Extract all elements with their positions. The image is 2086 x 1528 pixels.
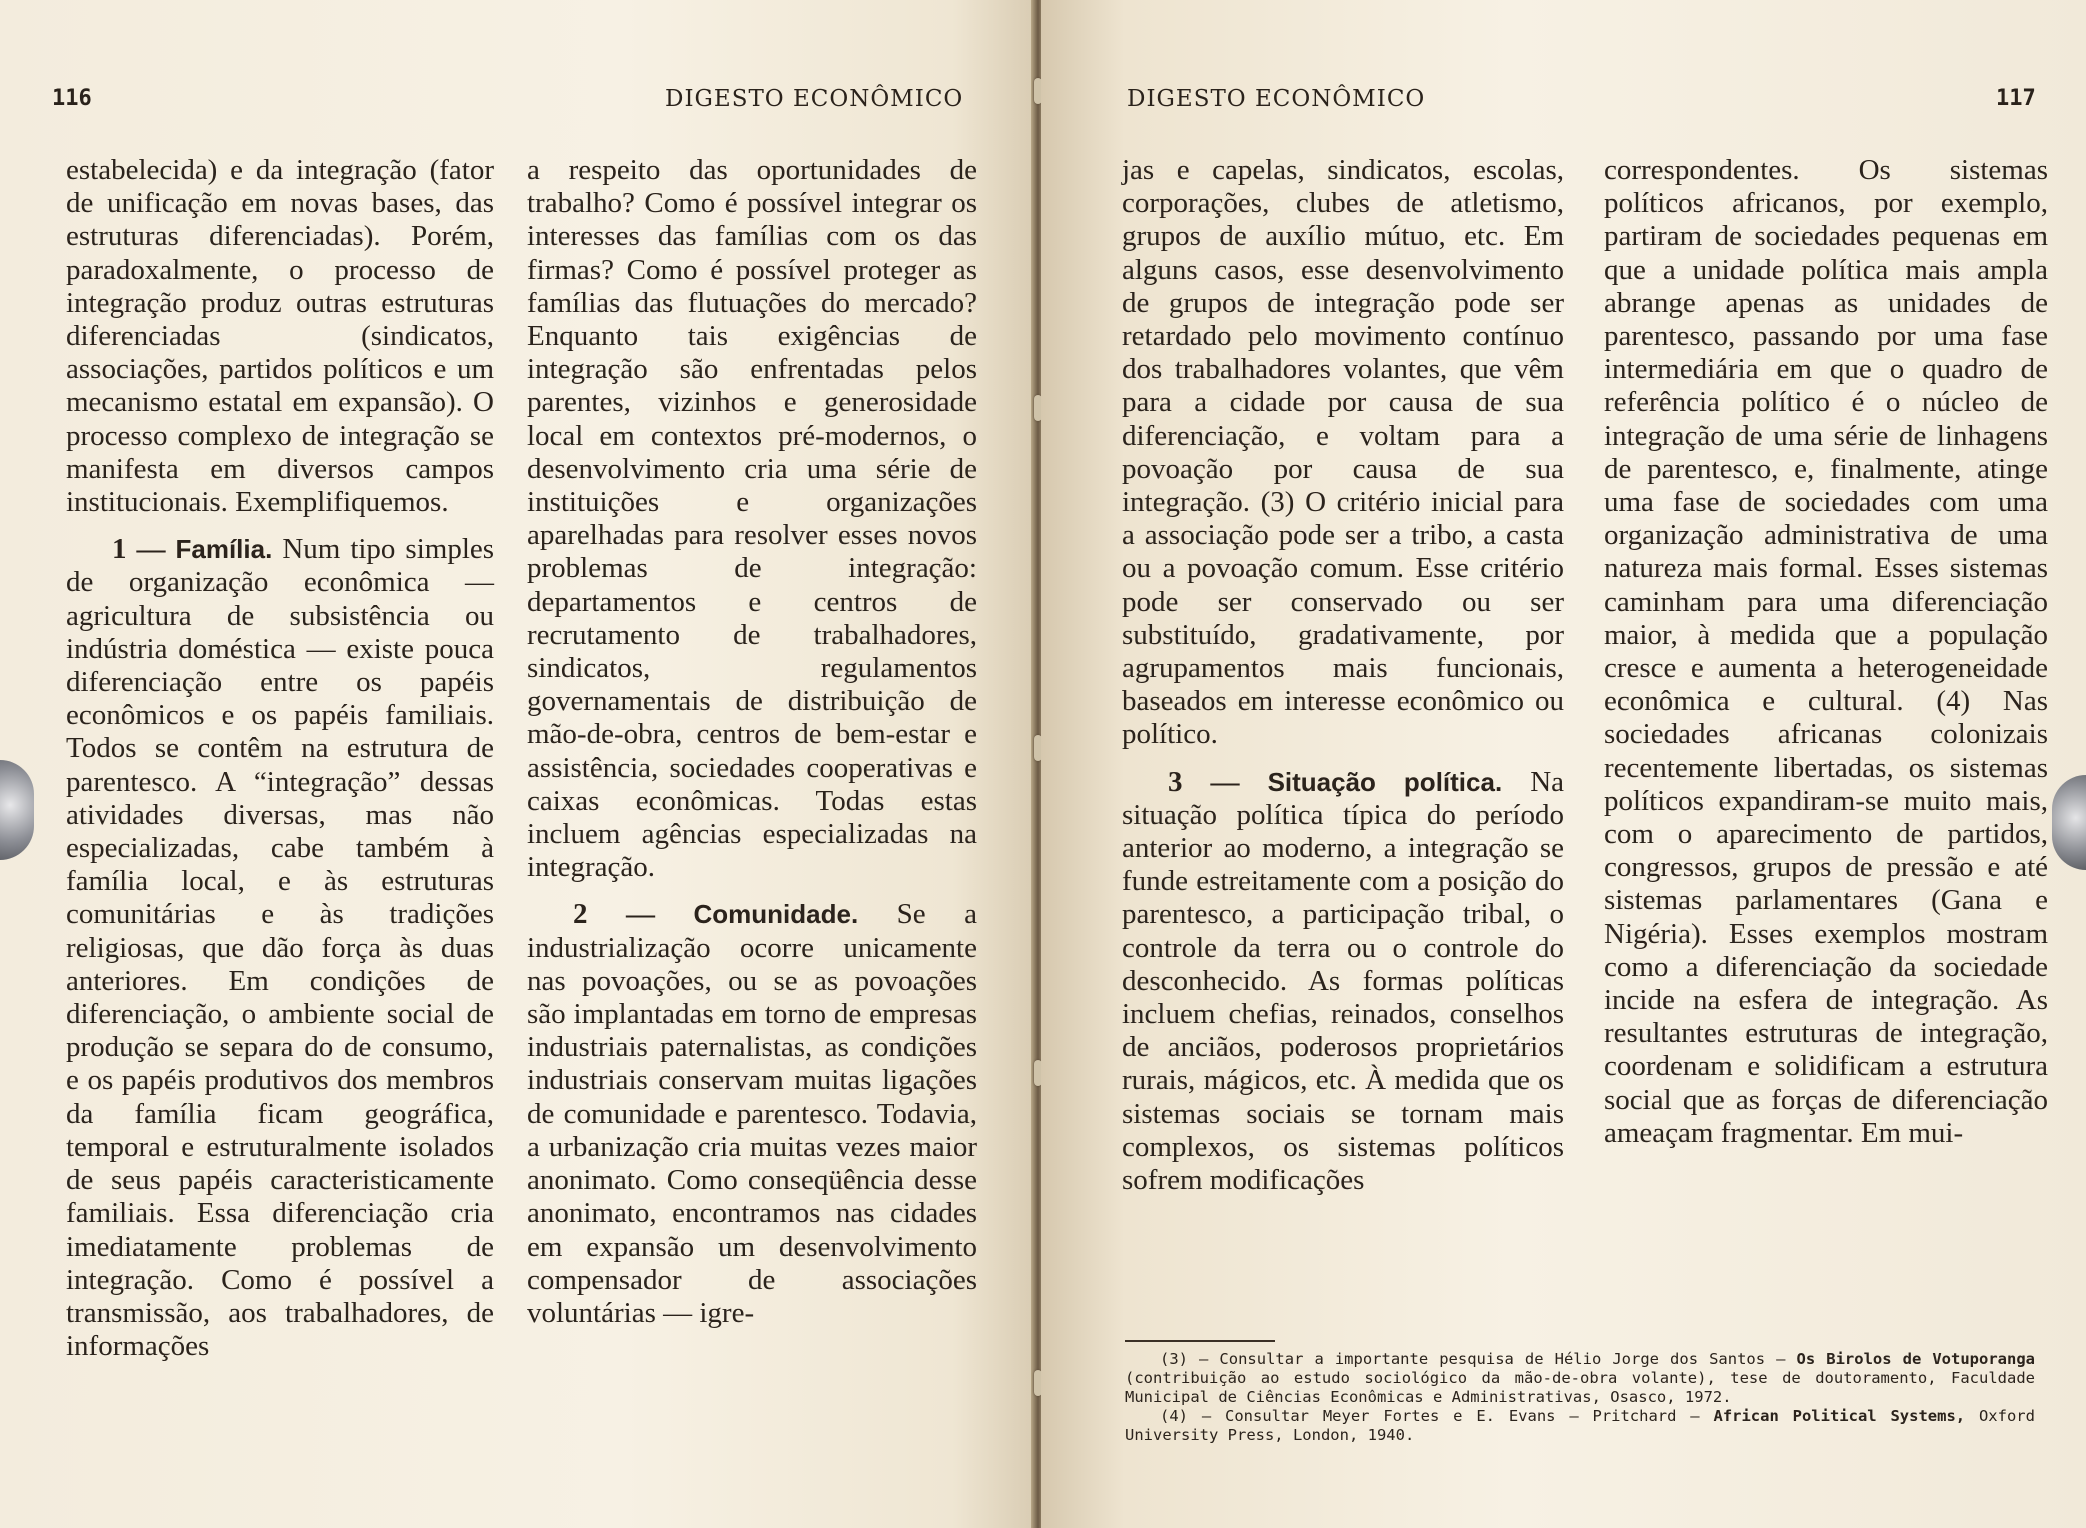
section-number: 2 — bbox=[573, 898, 655, 931]
right-page-column-1 bbox=[1122, 154, 1564, 1197]
section-text: Na situação política típica do período anterior ao moderno, a integração se funde estreitamente com a posição do parentesco, a participação tribal, o controle da terra ou o controle do desconhecido. As formas políticas incluem chefias, reinados, conselhos de anciãos, poderosos proprietários rurais, mágicos, etc. À medida que os sistemas sociais se tornam mais complexos, os sistemas políticos sofrem modificações bbox=[1122, 765, 1565, 1197]
section-number: 3 — bbox=[1168, 765, 1240, 798]
left-page-column-2 bbox=[527, 154, 977, 1330]
paragraph: a respeito das oportunidades de trabalho? Como é possível integrar os interesses das famílias com os das firmas? Como é possível proteger as famílias das flutuações do mercado? Enquanto tais exigências de integração são enfrentadas pelos parentes, vizinhos e generosidade local em contextos pré-modernos, o desenvolvimento cria uma série de instituições e organizações aparelhadas para resolver esses novos problemas de integração: departamentos e centros de recrutamento de trabalhadores, sindicatos, regulamentos governamentais de distribuição de mão-de-obra, centros de bem-estar e assistência, sociedades cooperativas e caixas econômicas. Todas estas incluem agências especializadas na integração. bbox=[527, 154, 977, 884]
paragraph: estabelecida) e da integração (fator de unificação em novas bases, das estruturas diferenciadas). Porém, paradoxalmente, o processo de integração produz outras estruturas diferenciadas (sindicatos, associações, partidos políticos e um mecanismo estatal em expansão). O processo complexo de integração se manifesta em diversos campos institucionais. Exemplifiquemos. bbox=[66, 154, 494, 519]
footnote-text: (3) — Consultar a importante pesquisa de Hélio Jorge dos Santos — bbox=[1160, 1350, 1786, 1368]
footnote-4 bbox=[1125, 1407, 2035, 1445]
section-title: Situação política. bbox=[1267, 766, 1503, 797]
section-comunidade bbox=[527, 898, 977, 1330]
footnote-text: (4) — Consultar Meyer Fortes e E. Evans — Pritchard — bbox=[1160, 1407, 1700, 1425]
page-number-right: 117 bbox=[1996, 86, 2036, 111]
thumb-index-tab-right bbox=[2052, 775, 2086, 870]
section-title: Comunidade. bbox=[693, 899, 859, 930]
footnote-3 bbox=[1125, 1350, 2035, 1407]
footnotes bbox=[1125, 1350, 2035, 1445]
section-number: 1 — bbox=[112, 533, 166, 566]
page-number-left: 116 bbox=[52, 86, 92, 111]
left-page-column-1 bbox=[66, 154, 494, 1363]
paragraph: correspondentes. Os sistemas políticos africanos, por exemplo, partiram de sociedades pequenas em que a unidade política mais ampla abrange apenas as unidades de parentesco, passando por uma fase intermediária em que o quadro de referência político é o núcleo de integração de uma série de linhagens de parentesco, e, finalmente, atinge uma fase de sociedades com uma organização administrativa de uma natureza mais formal. Esses sistemas caminham para uma diferenciação maior, à medida que a população cresce e aumenta a heterogeneidade econômica e cultural. (4) Nas sociedades africanas colonizais recentemente libertadas, os sistemas políticos expandiram-se muito mais, com o aparecimento de partidos, congressos, grupos de pressão e até sistemas parlamentares (Gana e Nigéria). Esses exemplos mostram como a diferenciação da sociedade incide na esfera de integração. As resultantes estruturas de integração, coordenam e solidificam a estrutura social que as forças de diferenciação ameaçam fragmentar. Em mui- bbox=[1604, 154, 2048, 1149]
section-text: Se a industrialização ocorre unicamente nas povoações, ou se as povoações são implantadas em torno de empresas industriais paternalistas, as condições industriais conservam muitas ligações de comunidade e parentesco. Todavia, a urbanização cria muitas vezes maior anonimato. Como conseqüência desse anonimato, encontramos nas cidades em expansão um desenvolvimento compensador de associações voluntárias — igre- bbox=[527, 898, 978, 1329]
footnote-work-title: African Political Systems, bbox=[1713, 1407, 1966, 1425]
footnote-text: Oxford University Press, London, 1940. bbox=[1125, 1407, 2035, 1444]
footnote-divider bbox=[1125, 1340, 1275, 1342]
right-page-column-2 bbox=[1604, 154, 2048, 1150]
running-head-left: DIGESTO ECONÔMICO bbox=[665, 86, 964, 112]
left-page bbox=[0, 0, 1035, 1528]
paragraph: jas e capelas, sindicatos, escolas, corporações, clubes de atletismo, grupos de auxílio mútuo, etc. Em alguns casos, esse desenvolvimento de grupos de integração pode ser retardado pelo movimento contínuo dos trabalhadores volantes, que vêm para a cidade por causa de sua diferenciação, e voltam para a povoação por causa de sua integração. (3) O critério inicial para a associação pode ser a tribo, a casta ou a povoação comum. Esse critério pode ser conservado ou ser substituído, gradativamente, por agrupamentos mais funcionais, baseados em interesse econômico ou político. bbox=[1122, 154, 1564, 751]
thumb-index-tab-left bbox=[0, 760, 34, 860]
running-head-right: DIGESTO ECONÔMICO bbox=[1127, 86, 1426, 112]
section-familia bbox=[66, 533, 494, 1363]
footnote-work-title: Os Birolos de Votuporanga bbox=[1796, 1350, 2035, 1368]
section-situacao-politica bbox=[1122, 766, 1564, 1198]
section-title: Família. bbox=[175, 534, 273, 565]
footnote-text: (contribuição ao estudo sociológico da mão-de-obra volante), tese de doutoramento, Faculdade Municipal de Ciências Econômicas e Administrativas, Osasco, 1972. bbox=[1125, 1369, 2035, 1406]
section-text: Num tipo simples de organização econômica — agricultura de subsistência ou indústria doméstica — existe pouca diferenciação entre os papéis econômicos e os papéis familiais. Todos se contêm na estrutura de parentesco. A “integração” dessas atividades diversas, mas não especializadas, cabe também à família local, e às estruturas comunitárias e às tradições religiosas, que dão força às duas anteriores. Em condições de diferenciação, o ambiente social de produção se separa do de consumo, e os papéis produtivos dos membros da família ficam geográfica, temporal e estruturalmente isolados de seus papéis caracteristicamente familiais. Essa diferenciação cria imediatamente problemas de integração. Como é possível a transmissão, aos trabalhadores, de informações bbox=[66, 533, 495, 1363]
